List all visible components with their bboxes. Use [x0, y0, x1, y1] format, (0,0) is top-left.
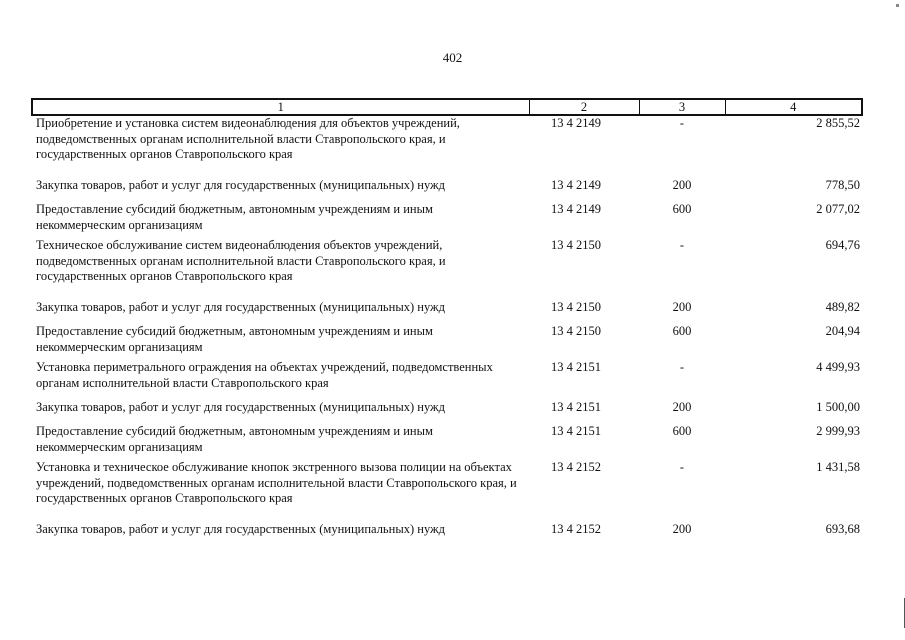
row-amount: 778,50: [825, 178, 860, 192]
table-row: [32, 300, 862, 324]
row-expense-type: 200: [672, 400, 692, 414]
row-description: Закупка товаров, работ и услуг для государственных (муниципальных) нужд: [36, 178, 446, 192]
row-code: 13 4 2151: [551, 424, 601, 438]
row-expense-type: 600: [672, 424, 692, 438]
table-row: [32, 115, 862, 178]
row-code: 13 4 2151: [551, 400, 601, 414]
budget-table: [31, 98, 863, 546]
row-description: Техническое обслуживание систем видеонаблюдения объектов учреждений, подведомственных органам исполнительной власти Ставропольского края, и государственных органов Ставропольского края: [36, 238, 446, 283]
row-amount: 489,82: [825, 300, 860, 314]
row-description: Предоставление субсидий бюджетным, автономным учреждениям и иным некоммерческим организациям: [36, 202, 433, 232]
table-row: [32, 522, 862, 546]
row-amount: 694,76: [825, 238, 860, 252]
row-amount: 2 077,02: [816, 202, 860, 216]
row-description: Закупка товаров, работ и услуг для государственных (муниципальных) нужд: [36, 522, 446, 536]
table-header: [32, 99, 862, 115]
row-description: Предоставление субсидий бюджетным, автономным учреждениям и иным некоммерческим организациям: [36, 324, 433, 354]
row-expense-type: -: [679, 460, 685, 474]
table-row: [32, 202, 862, 238]
row-expense-type: 200: [672, 178, 692, 192]
row-code: 13 4 2150: [551, 238, 601, 252]
row-amount: 2 855,52: [816, 116, 860, 130]
row-expense-type: -: [679, 360, 685, 374]
row-amount: 1 431,58: [816, 460, 860, 474]
page-number: 402: [442, 50, 463, 65]
header-col-1: 1: [32, 99, 529, 115]
row-expense-type: 600: [672, 202, 692, 216]
row-amount: 2 999,93: [816, 424, 860, 438]
row-expense-type: 200: [672, 522, 692, 536]
row-amount: 4 499,93: [816, 360, 860, 374]
row-description: Закупка товаров, работ и услуг для государственных (муниципальных) нужд: [36, 400, 446, 414]
table-body: [32, 115, 862, 546]
table-row: [32, 238, 862, 300]
row-code: 13 4 2152: [551, 460, 601, 474]
row-code: 13 4 2150: [551, 324, 601, 338]
table-row: [32, 400, 862, 424]
row-description: Установка периметрального ограждения на объектах учреждений, подведомственных органам исполнительной власти Ставропольского края: [36, 360, 493, 390]
row-amount: 1 500,00: [816, 400, 860, 414]
budget-table-container: [31, 98, 861, 546]
row-expense-type: 200: [672, 300, 692, 314]
row-code: 13 4 2149: [551, 202, 601, 216]
table-row: [32, 324, 862, 360]
row-expense-type: 600: [672, 324, 692, 338]
row-code: 13 4 2152: [551, 522, 601, 536]
row-code: 13 4 2149: [551, 178, 601, 192]
header-col-3: 3: [639, 99, 725, 115]
table-row: [32, 460, 862, 522]
table-row: [32, 360, 862, 400]
table-row: [32, 424, 862, 460]
header-col-4: 4: [725, 99, 862, 115]
row-code: 13 4 2150: [551, 300, 601, 314]
table-row: [32, 178, 862, 202]
row-amount: 693,68: [825, 522, 860, 536]
header-col-2: 2: [529, 99, 639, 115]
row-description: Установка и техническое обслуживание кнопок экстренного вызова полиции на объектах учреждений, подведомственных органам исполнительной власти Ставропольского края, и государственных органов Ставропольского края: [36, 460, 517, 505]
row-description: Приобретение и установка систем видеонаблюдения для объектов учреждений, подведомственных органам исполнительной власти Ставропольского края, и государственных органов Ставропольского края: [36, 116, 460, 161]
row-amount: 204,94: [825, 324, 860, 338]
row-expense-type: -: [679, 116, 685, 130]
scan-corner-mark: [896, 4, 899, 7]
row-code: 13 4 2149: [551, 116, 601, 130]
row-description: Предоставление субсидий бюджетным, автономным учреждениям и иным некоммерческим организациям: [36, 424, 433, 454]
row-expense-type: -: [679, 238, 685, 252]
row-code: 13 4 2151: [551, 360, 601, 374]
row-description: Закупка товаров, работ и услуг для государственных (муниципальных) нужд: [36, 300, 446, 314]
